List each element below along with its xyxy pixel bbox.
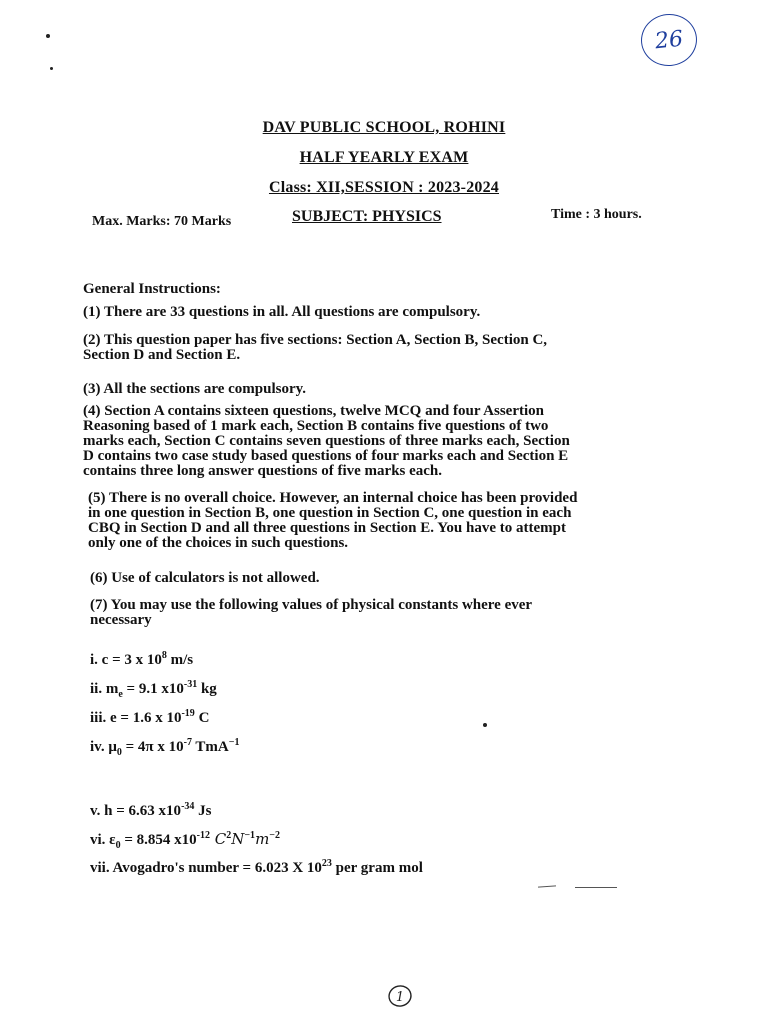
instruction-item: (6) Use of calculators is not allowed. <box>90 570 320 586</box>
instruction-item: (2) This question paper has five sections: Section A, Section B, Section C, Section D and Section E. <box>83 332 548 363</box>
constant-electron-mass: ii. $m_e = 9.1$ $x10^{-31}$ kg <box>90 679 217 700</box>
instruction-item: (5) There is no overall choice. However, an internal choice has been provided in one question in Section B, one question in Section C, one question in each CBQ in Section D and all three questions in Section E. You have to attempt only one of the choices in such questions. <box>88 490 578 551</box>
constant-planck: v. h = 6.63 $x10^{-34}$ Js <box>90 801 212 819</box>
pencil-stroke <box>538 885 556 887</box>
page-number-text: 26 <box>653 26 685 54</box>
school-name: DAV PUBLIC SCHOOL, ROHINI <box>262 119 506 136</box>
instruction-item: (3) All the sections are compulsory. <box>83 381 307 397</box>
constant-electron-charge: iii. e = 1.6 x $10^{-19}$ C <box>90 708 210 726</box>
page-mark <box>386 982 414 1010</box>
class-session: Class: XII,SESSION : 2023-2024 <box>268 179 500 196</box>
page-number-annotation <box>638 11 699 69</box>
constant-speed-of-light: i. c = 3 x $10^8$ m/s <box>90 650 194 668</box>
instruction-item: (7) You may use the following values of physical constants where ever necessary <box>90 597 533 628</box>
margin-dot <box>46 34 50 38</box>
constant-avogadro: vii. Avogadro's number = 6.023 X $10^{23}$ per gram mol <box>90 858 423 876</box>
instruction-item: (4) Section A contains sixteen questions, twelve MCQ and four Assertion Reasoning based of 1 mark each, Section B contains five questions of two marks each, Section C contains seven questions of three marks each, Section D contains two case study based questions of four marks each and Section E contains three long answer questions of five marks each. <box>83 403 570 479</box>
margin-dot <box>483 723 487 727</box>
time-allowed: Time : 3 hours. <box>551 207 642 222</box>
constant-permittivity: vi. $\varepsilon_0 = 8.854$ $x10^{-12}$ $C^2N^{-1}m^{-2}$ <box>90 830 280 851</box>
page-mark-text: 1 <box>395 990 405 1005</box>
pencil-stroke <box>575 887 617 888</box>
margin-dot <box>50 67 53 70</box>
instruction-item: (1) There are 33 questions in all. All questions are compulsory. <box>83 304 481 320</box>
max-marks: Max. Marks: 70 Marks <box>92 214 232 229</box>
instructions-heading: General Instructions: <box>83 281 221 297</box>
subject-title: SUBJECT: PHYSICS <box>292 208 442 225</box>
exam-title: HALF YEARLY EXAM <box>299 149 469 166</box>
constant-permeability: iv. $\mu_0 = 4\pi$ x $10^{-7}$ TmA$^{-1}$ <box>90 737 240 758</box>
